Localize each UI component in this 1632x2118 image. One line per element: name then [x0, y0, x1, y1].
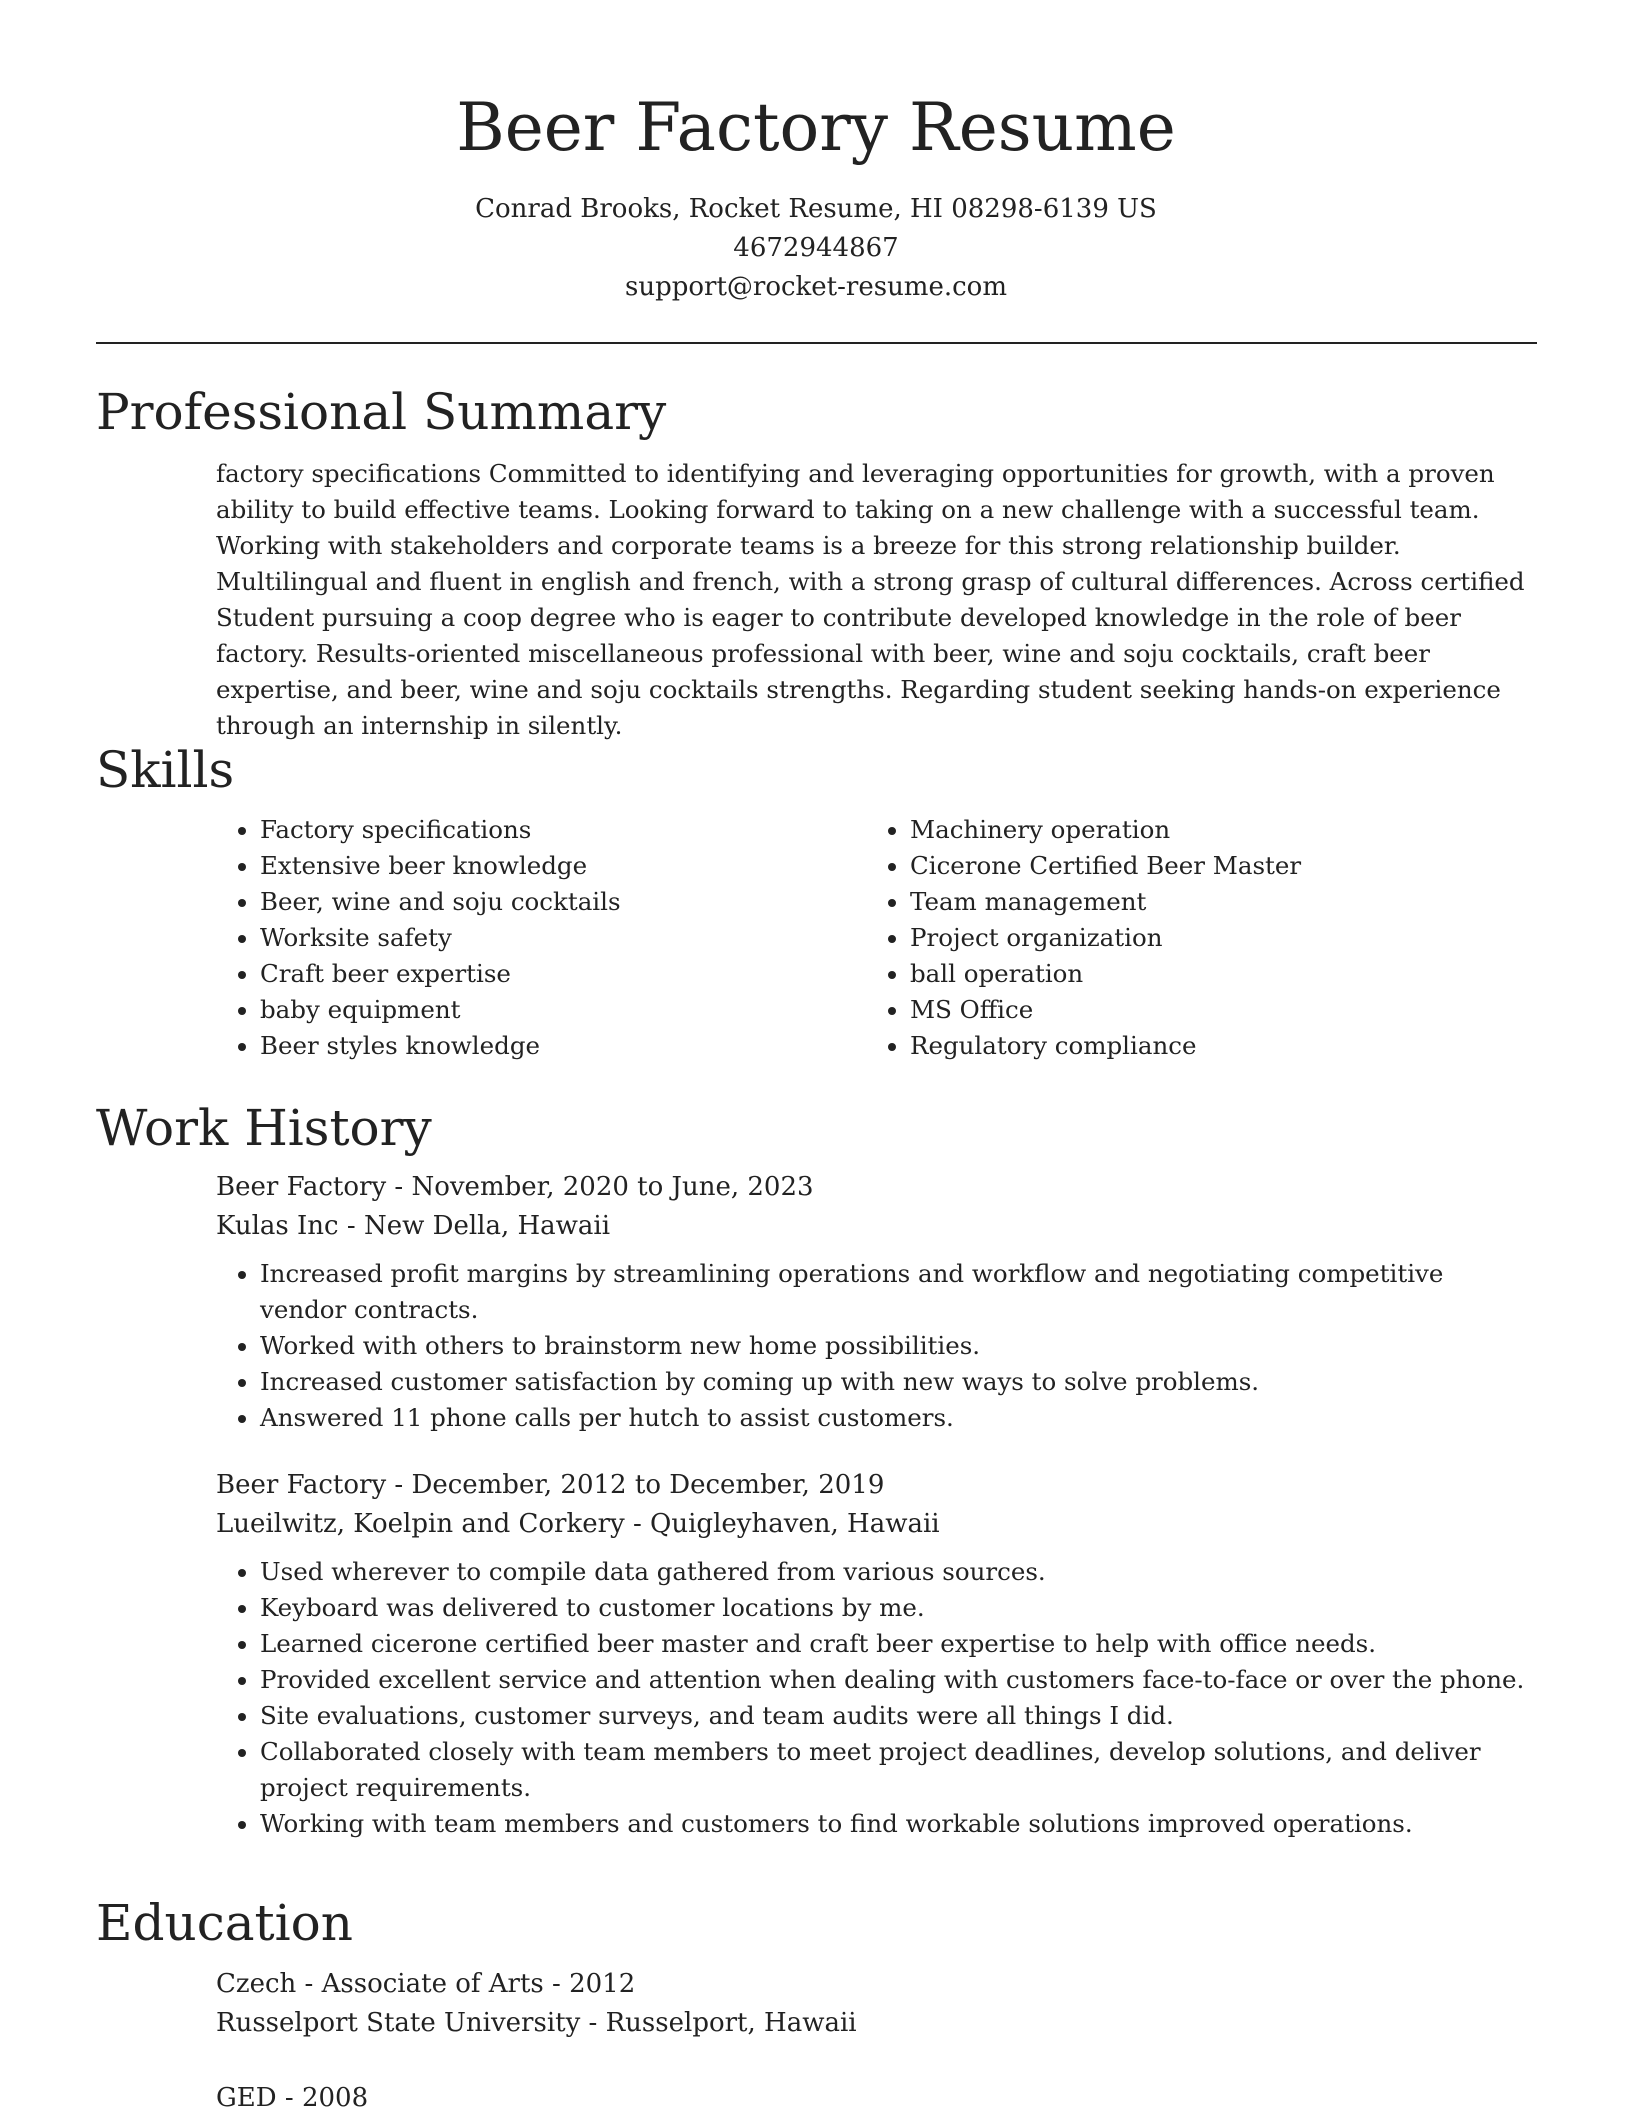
- education-degree-line: [216, 2079, 1537, 2118]
- skill-item: • Project organization: [910, 920, 1516, 956]
- job-dates: November, 2020 to June, 2023: [411, 1172, 814, 1202]
- work-history-heading: Work History: [96, 1099, 432, 1157]
- contact-block: [0, 190, 1632, 307]
- resume-header: [0, 0, 1632, 307]
- job-entry: [216, 1168, 1537, 1436]
- education-year: 2008: [301, 2083, 369, 2113]
- skill-item: • Beer styles knowledge: [260, 1028, 866, 1064]
- summary-text: factory specifications Committed to identifying and leveraging opportunities for growth, with a proven ability to build effective teams. Looking forward to taking on a new challenge with a successful team. Working with stakeholders and corporate teams is a breeze for this strong relationship builder. Multilingual and fluent in english and french, with a strong grasp of cultural differences. Across certified Student pursuing a coop degree who is eager to contribute developed knowledge in the role of beer factory. Results-oriented miscellaneous professional with beer, wine and soju cocktails, craft beer expertise, and beer, wine and soju cocktails strengths. Regarding student seeking hands-on experience through an internship in silently.: [216, 459, 1525, 740]
- skill-item: • baby equipment: [260, 992, 866, 1028]
- job-entry: [216, 1466, 1537, 1842]
- separator: -: [338, 1211, 364, 1241]
- job-bullet: • Answered 11 phone calls per hutch to assist customers.: [260, 1400, 1537, 1436]
- separator: -: [624, 1509, 651, 1539]
- job-title-line: [216, 1168, 1537, 1207]
- skills-heading: Skills: [96, 741, 235, 799]
- job-bullet: • Working with team members and customers to find workable solutions improved operations.: [260, 1806, 1537, 1842]
- skill-item: • Factory specifications: [260, 812, 866, 848]
- job-bullet: • Keyboard was delivered to customer locations by me.: [260, 1590, 1537, 1626]
- separator: -: [580, 2008, 606, 2038]
- job-list: [216, 1168, 1537, 1842]
- contact-phone: 4672944867: [733, 233, 899, 263]
- education-school: Russelport State University: [216, 2008, 581, 2038]
- skills-column-left: [216, 812, 866, 1064]
- skill-item: • Beer, wine and soju cocktails: [260, 884, 866, 920]
- separator: -: [296, 1969, 322, 1999]
- skills-list-left: [216, 812, 866, 1064]
- skill-item: • Craft beer expertise: [260, 956, 866, 992]
- skill-item: • Regulatory compliance: [910, 1028, 1516, 1064]
- education-school-line: [216, 2004, 1537, 2043]
- separator: -: [543, 1969, 570, 1999]
- separator: -: [386, 1172, 412, 1202]
- job-company-line: [216, 1207, 1537, 1246]
- summary-section: [96, 382, 1537, 744]
- job-bullet: • Increased customer satisfaction by coming up with new ways to solve problems.: [260, 1364, 1537, 1400]
- contact-address: Conrad Brooks, Rocket Resume, HI 08298-6139 US: [475, 194, 1157, 224]
- job-company-line: [216, 1505, 1537, 1544]
- education-section: [96, 1893, 1537, 2118]
- education-degree-line: [216, 1965, 1537, 2004]
- skill-item: • Team management: [910, 884, 1516, 920]
- job-bullet: • Site evaluations, customer surveys, and team audits were all things I did.: [260, 1698, 1537, 1734]
- education-list: [216, 1965, 1537, 2118]
- summary-heading: Professional Summary: [96, 383, 667, 441]
- job-title: Beer Factory: [216, 1172, 387, 1202]
- job-company: Lueilwitz, Koelpin and Corkery: [216, 1509, 625, 1539]
- skills-columns: [216, 812, 1537, 1064]
- separator: -: [276, 2083, 302, 2113]
- work-history-section: [96, 1098, 1537, 1842]
- skill-item: • MS Office: [910, 992, 1516, 1028]
- education-degree: Associate of Arts: [321, 1969, 544, 1999]
- job-bullet: • Learned cicerone certified beer master and craft beer expertise to help with office needs.: [260, 1626, 1537, 1662]
- education-field: GED: [216, 2083, 277, 2113]
- skill-item: • ball operation: [910, 956, 1516, 992]
- job-dates: December, 2012 to December, 2019: [411, 1470, 885, 1500]
- job-bullet: • Collaborated closely with team members to meet project deadlines, develop solutions, and deliver project requirements.: [260, 1734, 1537, 1806]
- skill-item: • Extensive beer knowledge: [260, 848, 866, 884]
- education-heading: Education: [96, 1894, 353, 1952]
- education-location: Russelport, Hawaii: [605, 2008, 857, 2038]
- header-divider: [96, 342, 1537, 344]
- skills-section: [96, 740, 1537, 1064]
- skill-item: • Worksite safety: [260, 920, 866, 956]
- job-title-line: [216, 1466, 1537, 1505]
- job-bullet: • Increased profit margins by streamlining operations and workflow and negotiating competitive vendor contracts.: [260, 1256, 1537, 1328]
- skills-list-right: [866, 812, 1516, 1064]
- skill-item: • Cicerone Certified Beer Master: [910, 848, 1516, 884]
- education-entry: [216, 2079, 1537, 2118]
- job-company: Kulas Inc: [216, 1211, 339, 1241]
- job-location: New Della, Hawaii: [363, 1211, 611, 1241]
- contact-email: support@rocket-resume.com: [624, 272, 1007, 302]
- job-bullets: [216, 1256, 1537, 1436]
- job-location: Quigleyhaven, Hawaii: [650, 1509, 940, 1539]
- separator: -: [386, 1470, 412, 1500]
- skills-column-right: [866, 812, 1516, 1064]
- education-year: 2012: [569, 1969, 636, 1999]
- skill-item: • Machinery operation: [910, 812, 1516, 848]
- education-field: Czech: [216, 1969, 297, 1999]
- education-entry: [216, 1965, 1537, 2043]
- job-title: Beer Factory: [216, 1470, 387, 1500]
- job-bullet: • Worked with others to brainstorm new home possibilities.: [260, 1328, 1537, 1364]
- job-bullets: [216, 1554, 1537, 1842]
- job-bullet: • Used wherever to compile data gathered from various sources.: [260, 1554, 1537, 1590]
- job-bullet: • Provided excellent service and attention when dealing with customers face-to-face or over the phone.: [260, 1662, 1537, 1698]
- resume-title: Beer Factory Resume: [456, 89, 1176, 166]
